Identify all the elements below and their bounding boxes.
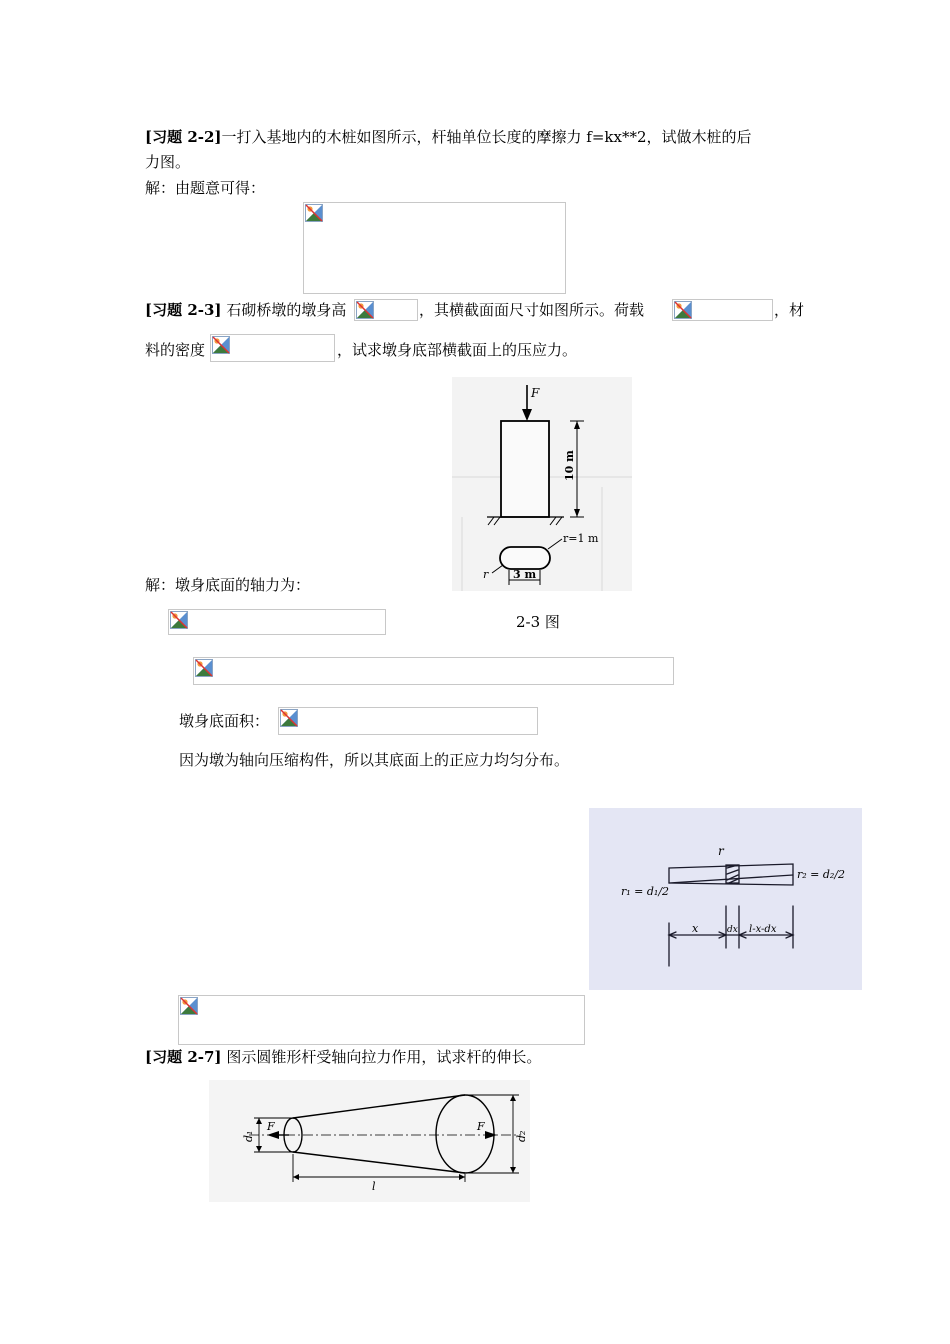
elongation-formula-placeholder — [178, 995, 585, 1045]
problem-2-2-line2: 力图。 — [145, 153, 191, 171]
axial-force-calc-placeholder — [193, 657, 674, 685]
problem-2-2-label: [习题 2-2] — [145, 128, 222, 146]
d2-label: d₂ — [515, 1130, 528, 1142]
solution-2-2: 解：由题意可得： — [145, 179, 266, 197]
d1-label: d₁ — [242, 1130, 255, 1142]
area-formula-placeholder — [278, 707, 538, 735]
problem-2-2-text: 一打入基地内的木桩如图所示，杆轴单位长度的摩擦力 f=kx**2，试做木桩的后 — [221, 128, 752, 146]
width-label: 3 m — [513, 568, 537, 581]
sketch-r-label: r — [718, 844, 724, 858]
sketch-r1-label: r₁ = d₁/2 — [621, 885, 670, 898]
left-force-label: F — [267, 1120, 275, 1133]
broken-image-icon — [674, 301, 692, 319]
radius-label: r=1 m — [563, 532, 599, 545]
problem-2-3-text-5: ，试求墩身底部横截面上的压应力。 — [337, 341, 578, 359]
sketch-dx-label: dx — [727, 925, 738, 935]
sketch-x-label: x — [692, 922, 699, 935]
problem-2-7-label: [习题 2-7] — [145, 1048, 222, 1066]
height-label: 10 m — [563, 450, 576, 481]
figure-caption-2-3: 2-3 图 — [516, 613, 560, 631]
solution-2-3: 解：墩身底面的轴力为： — [145, 576, 311, 594]
broken-image-icon — [356, 301, 374, 319]
broken-image-icon — [180, 997, 198, 1015]
radius-r-label: r — [483, 568, 489, 581]
force-label: F — [531, 386, 540, 400]
area-label: 墩身底面积： — [179, 712, 270, 730]
problem-2-3-seg1-line — [145, 299, 346, 321]
broken-image-icon — [305, 204, 323, 222]
problem-2-3-text-3: ，材 — [774, 301, 805, 319]
broken-image-icon — [212, 336, 230, 354]
problem-2-3-text-1: 石砌桥墩的墩身高 — [226, 301, 347, 319]
sketch-rest-label: l-x-dx — [749, 924, 777, 935]
sketch-r2-label: r₂ = d₂/2 — [797, 868, 846, 881]
right-force-label: F — [477, 1120, 485, 1133]
problem-2-3-label: [习题 2-3] — [145, 301, 222, 319]
density-formula-placeholder — [210, 334, 335, 362]
broken-image-icon — [195, 659, 213, 677]
pier-figure — [452, 377, 632, 591]
problem-2-7-text: 图示圆锥形杆受轴向拉力作用，试求杆的伸长。 — [226, 1048, 542, 1066]
problem-2-3-text-2: ，其横截面面尺寸如图所示。荷载 — [419, 301, 645, 319]
stress-note: 因为墩为轴向压缩构件，所以其底面上的正应力均匀分布。 — [179, 751, 570, 769]
axial-force-formula-placeholder — [168, 609, 386, 635]
problem-2-3-text-4: 料的密度 — [145, 341, 206, 359]
tapered-bar-sketch — [589, 808, 862, 990]
height-formula-placeholder — [354, 299, 418, 321]
problem-2-2-line1 — [145, 126, 752, 148]
broken-image-icon — [170, 611, 188, 629]
formula-image-placeholder — [303, 202, 566, 294]
broken-image-icon — [280, 709, 298, 727]
load-formula-placeholder — [672, 299, 773, 321]
problem-2-7-line — [145, 1046, 541, 1068]
conical-bar-figure — [209, 1080, 530, 1202]
length-label: l — [372, 1180, 376, 1193]
